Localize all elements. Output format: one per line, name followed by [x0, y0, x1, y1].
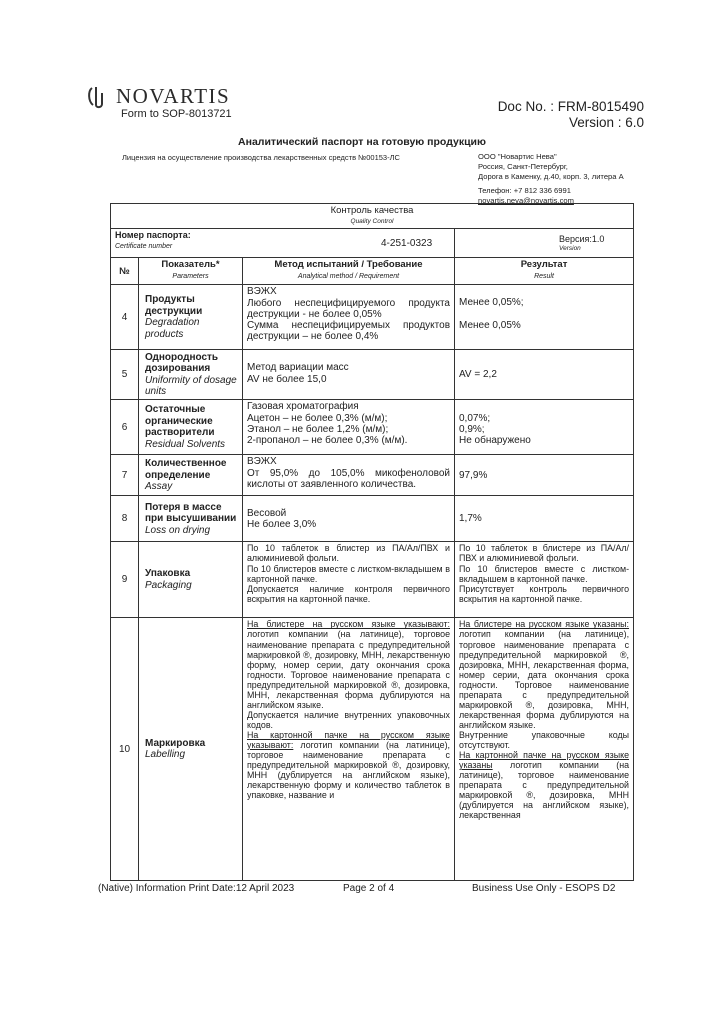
footer-business-use: Business Use Only - ESOPS D2 [472, 883, 616, 894]
cert-number: 4-251-0323 [381, 238, 433, 250]
result-cell: По 10 таблеток в блистере из ПА/Ал/ПВХ и алюминиевой фольги. По 10 блистеров вместе с листком-вкладышем в картонной пачке. Присутствует контроль первичного вскрытия на картонной пачке. [455, 542, 634, 618]
table-row [111, 455, 634, 496]
doc-version: Version : 6.0 [568, 115, 644, 130]
address-line: Россия, Санкт-Петербург, [478, 162, 568, 171]
qc-header: Контроль качества Quality Control [111, 204, 634, 229]
col-num: № [111, 258, 139, 285]
result-cell: Менее 0,05%; Менее 0,05% [455, 285, 634, 350]
footer-print-date: (Native) Information Print Date:12 April 2023 [98, 883, 295, 894]
novartis-logo-icon [86, 85, 108, 109]
param-cell: Продукты деструкции Degradation products [139, 285, 243, 350]
row-number: 7 [111, 455, 139, 496]
cert-number-cell [381, 229, 634, 258]
col-result: Результат Result [455, 258, 634, 285]
company-name: NOVARTIS [116, 84, 231, 108]
table-row [111, 400, 634, 455]
doc-no: Doc No. : FRM-8015490 [497, 99, 644, 114]
row-number: 5 [111, 350, 139, 400]
table-row [111, 618, 634, 881]
address-line: ООО "Новартис Нева" [478, 152, 557, 161]
row-number: 10 [111, 618, 139, 881]
param-cell: Количественное определение Assay [139, 455, 243, 496]
method-cell: Метод вариации масс AV не более 15,0 [243, 350, 455, 400]
method-cell: ВЭЖХ От 95,0% до 105,0% микофеноловой кислоты от заявленного количества. [243, 455, 455, 496]
table-row [111, 496, 634, 542]
table-row [111, 542, 634, 618]
document-number [498, 99, 644, 131]
method-cell: По 10 таблеток в блистер из ПА/Ал/ПВХ и алюминиевой фольги. По 10 блистеров вместе с листком-вкладышем в картонной пачке. Допускается наличие контроля первичного вскрытия на картонной пачке. [243, 542, 455, 618]
param-cell: Упаковка Packaging [139, 542, 243, 618]
result-cell: 97,9% [455, 455, 634, 496]
table-row [111, 350, 634, 400]
address-line: Телефон: +7 812 336 6991 [478, 186, 571, 195]
table-row [111, 285, 634, 350]
result-cell: AV = 2,2 [455, 350, 634, 400]
address-line: Дорога в Каменку, д.40, корп. 3, литера А [478, 172, 624, 181]
version-label: Версия:1.0 Version [559, 234, 605, 253]
method-cell: Весовой Не более 3,0% [243, 496, 455, 542]
param-cell: Однородность дозирования Uniformity of dosage units [139, 350, 243, 400]
col-param: Показатель* Parameters [139, 258, 243, 285]
cert-label: Номер паспорта: Certificate number [111, 229, 455, 258]
col-method: Метод испытаний / Требование Analytical method / Requirement [243, 258, 455, 285]
param-cell: Остаточные органические растворители Residual Solvents [139, 400, 243, 455]
certificate-table [110, 203, 634, 881]
address-line: novartis.neva@novartis.com [478, 196, 574, 205]
row-number: 9 [111, 542, 139, 618]
param-cell: Потеря в массе при высушивании Loss on drying [139, 496, 243, 542]
footer-page: Page 2 of 4 [343, 883, 395, 894]
page-title: Аналитический паспорт на готовую продукцию [238, 136, 486, 148]
method-cell: Газовая хроматография Ацетон – не более 0,3% (м/м); Этанол – не более 1,2% (м/м); 2-пропанол – не более 0,3% (м/м). [243, 400, 455, 455]
method-cell: На блистере на русском языке указывают: логотип компании (на латинице), торговое наименование препарата с предупредительной маркировкой ®, дозировку, МНН, лекарственную форму, номер серии, дату окончания срока годности. Торговое наименование препарата с предупредительной маркировкой ®, дозировка, МНН, лекарственная форма дублируются на английском языке. Допускается наличие внутренних упаковочных кодов. На картонной пачке на русском языке указывают: логотип компании (на латинице), торговое наименование препарата с предупредительной маркировкой ®, дозировку, МНН (дублируется на английском языке), лекарственную форму и количество таблеток в упаковке, название и [243, 618, 455, 881]
row-number: 8 [111, 496, 139, 542]
result-cell: На блистере на русском языке указаны: логотип компании (на латинице), торговое наименование препарата с предупредительной маркировкой ®, дозировка, МНН, лекарственная форма, номер серии, дата окончания срока годности. Торговое наименование препарата с предупредительной маркировкой ®, дозировка, МНН, лекарственная форма дублируются на английском языке. Внутренние упаковочные коды отсутствуют. На картонной пачке на русском языке указаны логотип компании (на латинице), торговое наименование препарата с предупредительной маркировкой ®, дозировка, МНН (дублируется на английском языке), лекарственная [455, 618, 634, 881]
company-logo [86, 84, 230, 109]
method-cell: ВЭЖХ Любого неспецифицируемого продукта деструкции - не более 0,05% Сумма неспецифицируемых продуктов деструкции – не более 0,4% [243, 285, 455, 350]
license-line: Лицензия на осуществление производства лекарственных средств №00153-ЛС [122, 153, 400, 162]
param-cell: Маркировка Labelling [139, 618, 243, 881]
row-number: 6 [111, 400, 139, 455]
row-number: 4 [111, 285, 139, 350]
result-cell: 1,7% [455, 496, 634, 542]
company-address [478, 152, 624, 206]
form-reference: Form to SOP-8013721 [121, 108, 232, 120]
result-cell: 0,07%; 0,9%; Не обнаружено [455, 400, 634, 455]
